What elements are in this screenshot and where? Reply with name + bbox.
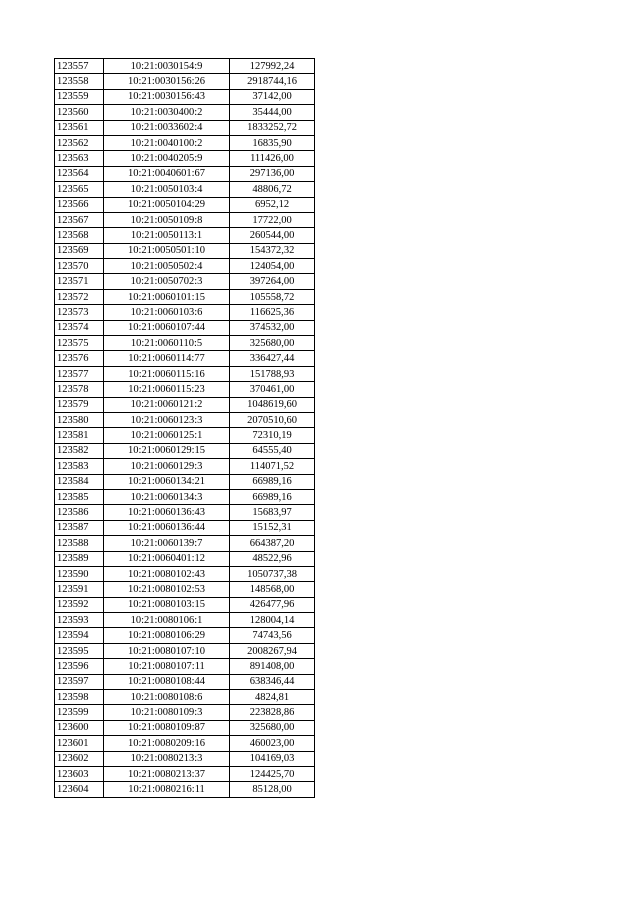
cadastral-number-cell: 10:21:0060103:6	[104, 305, 230, 320]
cadastral-number-cell: 10:21:0080109:3	[104, 705, 230, 720]
record-id-cell: 123561	[55, 120, 104, 135]
table-row	[55, 105, 315, 120]
table-row	[55, 197, 315, 212]
record-id-cell: 123590	[55, 566, 104, 581]
record-id-cell: 123557	[55, 59, 104, 74]
table-row	[55, 412, 315, 427]
table-row	[55, 659, 315, 674]
record-id-cell: 123586	[55, 505, 104, 520]
table-row	[55, 59, 315, 74]
amount-cell: 2918744,16	[230, 74, 315, 89]
cadastral-number-cell: 10:21:0080107:11	[104, 659, 230, 674]
cadastral-number-cell: 10:21:0080102:43	[104, 566, 230, 581]
cadastral-number-cell: 10:21:0080209:16	[104, 736, 230, 751]
cadastral-number-cell: 10:21:0040100:2	[104, 135, 230, 150]
table-row	[55, 474, 315, 489]
data-table	[54, 58, 315, 798]
table-row	[55, 228, 315, 243]
amount-cell: 48522,96	[230, 551, 315, 566]
record-id-cell: 123585	[55, 489, 104, 504]
cadastral-number-cell: 10:21:0060401:12	[104, 551, 230, 566]
amount-cell: 111426,00	[230, 151, 315, 166]
table-row	[55, 366, 315, 381]
cadastral-number-cell: 10:21:0080216:11	[104, 782, 230, 797]
amount-cell: 48806,72	[230, 182, 315, 197]
table-row	[55, 489, 315, 504]
record-id-cell: 123595	[55, 643, 104, 658]
amount-cell: 66989,16	[230, 474, 315, 489]
cadastral-number-cell: 10:21:0080107:10	[104, 643, 230, 658]
record-id-cell: 123582	[55, 443, 104, 458]
cadastral-number-cell: 10:21:0080106:29	[104, 628, 230, 643]
table-row	[55, 336, 315, 351]
cadastral-number-cell: 10:21:0080213:37	[104, 766, 230, 781]
table-row	[55, 597, 315, 612]
amount-cell: 223828,86	[230, 705, 315, 720]
amount-cell: 891408,00	[230, 659, 315, 674]
amount-cell: 15683,97	[230, 505, 315, 520]
table-row	[55, 459, 315, 474]
amount-cell: 6952,12	[230, 197, 315, 212]
record-id-cell: 123568	[55, 228, 104, 243]
record-id-cell: 123575	[55, 336, 104, 351]
table-row	[55, 428, 315, 443]
amount-cell: 35444,00	[230, 105, 315, 120]
amount-cell: 336427,44	[230, 351, 315, 366]
amount-cell: 105558,72	[230, 289, 315, 304]
table-row	[55, 505, 315, 520]
amount-cell: 104169,03	[230, 751, 315, 766]
cadastral-number-cell: 10:21:0060121:2	[104, 397, 230, 412]
record-id-cell: 123597	[55, 674, 104, 689]
table-row	[55, 74, 315, 89]
record-id-cell: 123567	[55, 212, 104, 227]
record-id-cell: 123604	[55, 782, 104, 797]
record-id-cell: 123588	[55, 536, 104, 551]
cadastral-number-cell: 10:21:0080106:1	[104, 613, 230, 628]
record-id-cell: 123558	[55, 74, 104, 89]
amount-cell: 374532,00	[230, 320, 315, 335]
table-row	[55, 259, 315, 274]
amount-cell: 17722,00	[230, 212, 315, 227]
amount-cell: 426477,96	[230, 597, 315, 612]
amount-cell: 370461,00	[230, 382, 315, 397]
table-row	[55, 135, 315, 150]
record-id-cell: 123602	[55, 751, 104, 766]
table-row	[55, 382, 315, 397]
record-id-cell: 123566	[55, 197, 104, 212]
table-row	[55, 551, 315, 566]
amount-cell: 638346,44	[230, 674, 315, 689]
table-row	[55, 151, 315, 166]
cadastral-number-cell: 10:21:0060134:21	[104, 474, 230, 489]
cadastral-number-cell: 10:21:0060129:3	[104, 459, 230, 474]
cadastral-number-cell: 10:21:0060134:3	[104, 489, 230, 504]
amount-cell: 114071,52	[230, 459, 315, 474]
table-row	[55, 243, 315, 258]
amount-cell: 15152,31	[230, 520, 315, 535]
cadastral-number-cell: 10:21:0080108:6	[104, 690, 230, 705]
table-row	[55, 166, 315, 181]
amount-cell: 72310,19	[230, 428, 315, 443]
table-row	[55, 566, 315, 581]
amount-cell: 1050737,38	[230, 566, 315, 581]
table-row	[55, 690, 315, 705]
cadastral-number-cell: 10:21:0033602:4	[104, 120, 230, 135]
cadastral-number-cell: 10:21:0030400:2	[104, 105, 230, 120]
table-row	[55, 736, 315, 751]
record-id-cell: 123570	[55, 259, 104, 274]
table-row	[55, 536, 315, 551]
record-id-cell: 123589	[55, 551, 104, 566]
cadastral-number-cell: 10:21:0060123:3	[104, 412, 230, 427]
amount-cell: 128004,14	[230, 613, 315, 628]
cadastral-number-cell: 10:21:0080103:15	[104, 597, 230, 612]
cadastral-number-cell: 10:21:0060101:15	[104, 289, 230, 304]
amount-cell: 85128,00	[230, 782, 315, 797]
amount-cell: 325680,00	[230, 720, 315, 735]
amount-cell: 2008267,94	[230, 643, 315, 658]
table-row	[55, 305, 315, 320]
cadastral-number-cell: 10:21:0040205:9	[104, 151, 230, 166]
table-row	[55, 397, 315, 412]
record-id-cell: 123599	[55, 705, 104, 720]
amount-cell: 116625,36	[230, 305, 315, 320]
table-row	[55, 443, 315, 458]
table-row	[55, 628, 315, 643]
cadastral-number-cell: 10:21:0050103:4	[104, 182, 230, 197]
amount-cell: 297136,00	[230, 166, 315, 181]
cadastral-number-cell: 10:21:0050501:10	[104, 243, 230, 258]
cadastral-number-cell: 10:21:0060110:5	[104, 336, 230, 351]
record-id-cell: 123576	[55, 351, 104, 366]
cadastral-number-cell: 10:21:0030154:9	[104, 59, 230, 74]
amount-cell: 64555,40	[230, 443, 315, 458]
cadastral-number-cell: 10:21:0060107:44	[104, 320, 230, 335]
cadastral-number-cell: 10:21:0050113:1	[104, 228, 230, 243]
table-row	[55, 643, 315, 658]
record-id-cell: 123574	[55, 320, 104, 335]
amount-cell: 124425,70	[230, 766, 315, 781]
amount-cell: 260544,00	[230, 228, 315, 243]
table-row	[55, 705, 315, 720]
record-id-cell: 123572	[55, 289, 104, 304]
record-id-cell: 123603	[55, 766, 104, 781]
amount-cell: 127992,24	[230, 59, 315, 74]
record-id-cell: 123571	[55, 274, 104, 289]
cadastral-number-cell: 10:21:0060136:43	[104, 505, 230, 520]
cadastral-number-cell: 10:21:0050104:29	[104, 197, 230, 212]
amount-cell: 148568,00	[230, 582, 315, 597]
record-id-cell: 123580	[55, 412, 104, 427]
record-id-cell: 123593	[55, 613, 104, 628]
amount-cell: 37142,00	[230, 89, 315, 104]
amount-cell: 397264,00	[230, 274, 315, 289]
record-id-cell: 123583	[55, 459, 104, 474]
record-id-cell: 123578	[55, 382, 104, 397]
table-row	[55, 766, 315, 781]
amount-cell: 664387,20	[230, 536, 315, 551]
table-row	[55, 720, 315, 735]
record-id-cell: 123573	[55, 305, 104, 320]
table-row	[55, 320, 315, 335]
table-row	[55, 751, 315, 766]
record-id-cell: 123601	[55, 736, 104, 751]
amount-cell: 460023,00	[230, 736, 315, 751]
cadastral-number-cell: 10:21:0060129:15	[104, 443, 230, 458]
table-row	[55, 520, 315, 535]
amount-cell: 124054,00	[230, 259, 315, 274]
cadastral-number-cell: 10:21:0030156:43	[104, 89, 230, 104]
table-row	[55, 613, 315, 628]
amount-cell: 154372,32	[230, 243, 315, 258]
record-id-cell: 123565	[55, 182, 104, 197]
cadastral-number-cell: 10:21:0060114:77	[104, 351, 230, 366]
record-id-cell: 123577	[55, 366, 104, 381]
record-id-cell: 123600	[55, 720, 104, 735]
amount-cell: 151788,93	[230, 366, 315, 381]
cadastral-number-cell: 10:21:0080108:44	[104, 674, 230, 689]
amount-cell: 4824,81	[230, 690, 315, 705]
table-row	[55, 674, 315, 689]
record-id-cell: 123596	[55, 659, 104, 674]
record-id-cell: 123584	[55, 474, 104, 489]
amount-cell: 66989,16	[230, 489, 315, 504]
cadastral-number-cell: 10:21:0050502:4	[104, 259, 230, 274]
table-row	[55, 274, 315, 289]
record-id-cell: 123579	[55, 397, 104, 412]
record-id-cell: 123560	[55, 105, 104, 120]
record-id-cell: 123564	[55, 166, 104, 181]
record-id-cell: 123562	[55, 135, 104, 150]
cadastral-number-cell: 10:21:0080213:3	[104, 751, 230, 766]
table-row	[55, 182, 315, 197]
record-id-cell: 123569	[55, 243, 104, 258]
amount-cell: 16835,90	[230, 135, 315, 150]
cadastral-number-cell: 10:21:0060115:16	[104, 366, 230, 381]
cadastral-number-cell: 10:21:0030156:26	[104, 74, 230, 89]
cadastral-number-cell: 10:21:0050702:3	[104, 274, 230, 289]
record-id-cell: 123563	[55, 151, 104, 166]
cadastral-number-cell: 10:21:0060125:1	[104, 428, 230, 443]
record-id-cell: 123581	[55, 428, 104, 443]
amount-cell: 325680,00	[230, 336, 315, 351]
cadastral-number-cell: 10:21:0060139:7	[104, 536, 230, 551]
record-id-cell: 123598	[55, 690, 104, 705]
cadastral-number-cell: 10:21:0050109:8	[104, 212, 230, 227]
table-row	[55, 89, 315, 104]
table-row	[55, 120, 315, 135]
amount-cell: 74743,56	[230, 628, 315, 643]
record-id-cell: 123559	[55, 89, 104, 104]
table-row	[55, 212, 315, 227]
record-id-cell: 123587	[55, 520, 104, 535]
record-id-cell: 123591	[55, 582, 104, 597]
cadastral-number-cell: 10:21:0060115:23	[104, 382, 230, 397]
amount-cell: 1048619,60	[230, 397, 315, 412]
cadastral-number-cell: 10:21:0060136:44	[104, 520, 230, 535]
table-row	[55, 289, 315, 304]
record-id-cell: 123594	[55, 628, 104, 643]
amount-cell: 2070510,60	[230, 412, 315, 427]
cadastral-number-cell: 10:21:0080102:53	[104, 582, 230, 597]
table-row	[55, 351, 315, 366]
amount-cell: 1833252,72	[230, 120, 315, 135]
table-row	[55, 782, 315, 797]
table-body	[55, 59, 315, 798]
table-row	[55, 582, 315, 597]
cadastral-number-cell: 10:21:0040601:67	[104, 166, 230, 181]
record-id-cell: 123592	[55, 597, 104, 612]
cadastral-number-cell: 10:21:0080109:87	[104, 720, 230, 735]
